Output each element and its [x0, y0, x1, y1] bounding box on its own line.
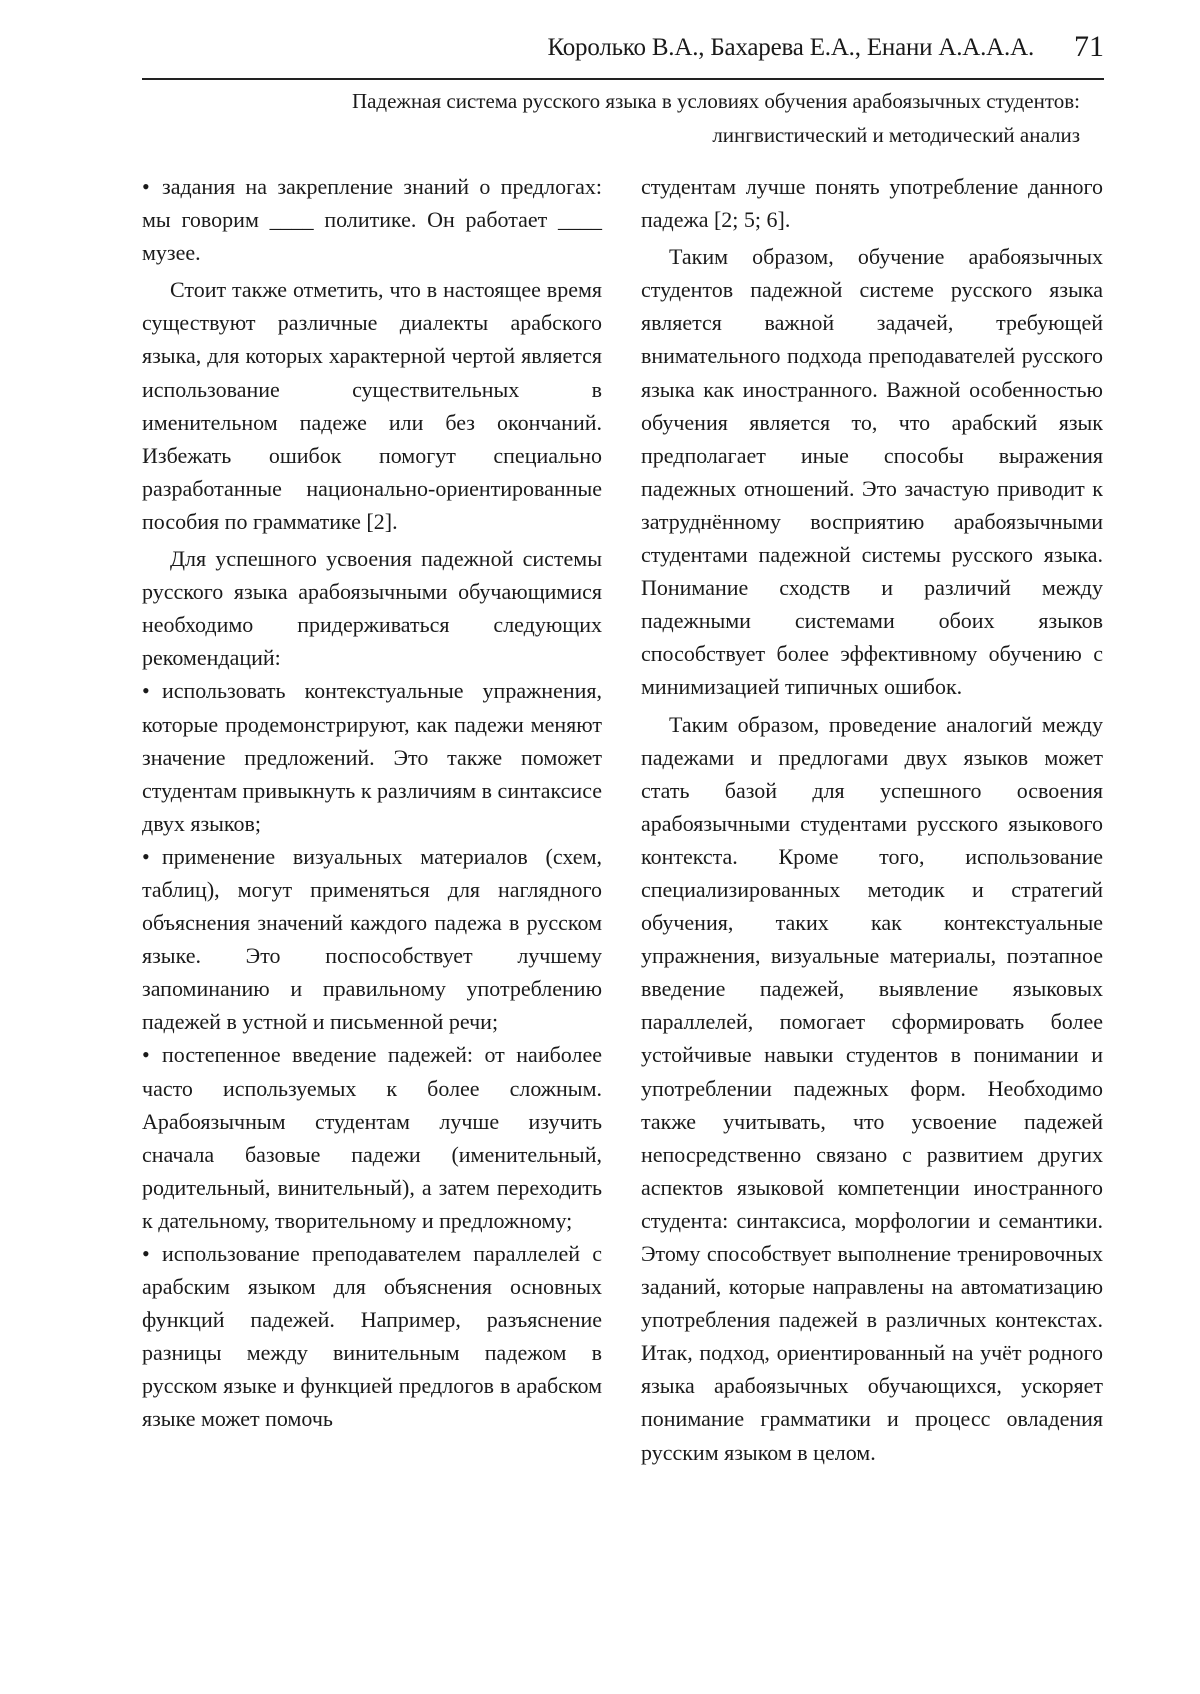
- list-item: • постепенное введение падежей: от наиболее часто используемых к более сложным. Арабоязычным студентам лучше изучить сначала базовые падежи (именительный, родительный, винительный), а затем переходить к дательному, творительному и предложному;: [142, 1038, 602, 1237]
- list-item: • применение визуальных материалов (схем, таблиц), могут применяться для наглядного объяснения значений каждого падежа в русском языке. Это поспособствует лучшему запоминанию и правильному употреблению падежей в устной и письменной речи;: [142, 840, 602, 1039]
- header-authors: Королько В.А., Бахарева Е.А., Енани А.А.А.А.: [547, 34, 1034, 61]
- article-subtitle: [352, 84, 1080, 152]
- bullet-icon: •: [142, 174, 150, 199]
- subtitle-line-2: лингвистический и методический анализ: [712, 123, 1080, 147]
- right-column: [641, 170, 1103, 1469]
- left-column: [142, 170, 602, 1436]
- subtitle-line-1: Падежная система русского языка в условиях обучения арабоязычных студентов:: [351, 89, 1080, 113]
- list-item: • использовать контекстуальные упражнения, которые продемонстрируют, как падежи меняют значение предложений. Это также поможет студентам привыкнуть к различиям в синтаксисе двух языков;: [142, 674, 602, 839]
- bullet-icon: •: [142, 678, 150, 704]
- paragraph-continuation: студентам лучше понять употребление данного падежа [2; 5; 6].: [641, 174, 1103, 233]
- paragraph: Таким образом, обучение арабоязычных студентов падежной системе русского языка является важной задачей, требующей внимательного подхода преподавателей русского языка как иностранного. Важной особенностью обучения является то, что арабский язык предполагает иные способы выражения падежных отношений. Это зачастую приводит к затруднённому восприятию арабоязычными студентами падежной системы русского языка. Понимание сходств и различий между падежными системами обоих языков способствует более эффективному обучению с минимизацией типичных ошибок.: [641, 244, 1103, 700]
- list-item: • задания на закрепление знаний о предлогах: мы говорим ____ политике. Он работает ____ музее.: [142, 170, 602, 269]
- list-item: • использование преподавателем параллелей с арабским языком для объяснения основных функций падежей. Например, разъяснение разницы между винительным падежом в русском языке и функцией предлогов в арабском языке может помочь: [142, 1237, 602, 1436]
- paragraph: Стоит также отметить, что в настоящее время существуют различные диалекты арабского языка, для которых характерной чертой является использование существительных в именительном падеже или без окончаний. Избежать ошибок помогут специально разработанные национально-ориентированные пособия по грамматике [2].: [142, 277, 602, 534]
- paragraph: Для успешного усвоения падежной системы русского языка арабоязычными обучающимися необходимо придерживаться следующих рекомендаций:: [142, 546, 602, 671]
- bullet-icon: •: [142, 1241, 150, 1266]
- page-number: 71: [1074, 30, 1104, 63]
- bullet-icon: •: [142, 843, 150, 869]
- paragraph: Таким образом, проведение аналогий между падежами и предлогами двух языков может стать базой для успешного освоения арабоязычными студентами русского языкового контекста. Кроме того, использование специализированных методик и стратегий обучения, таких как контекстуальные упражнения, визуальные материалы, поэтапное введение падежей, выявление языковых параллелей, помогает сформировать более устойчивые навыки студентов в понимании и употреблении падежных форм. Необходимо также учитывать, что усвоение падежей непосредственно связано с развитием других аспектов языковой компетенции иностранного студента: синтаксиса, морфологии и семантики. Этому способствует выполнение тренировочных заданий, которые направлены на автоматизацию употребления падежей в различных контекстах. Итак, подход, ориентированный на учёт родного языка арабоязычных обучающихся, ускоряет понимание грамматики и процесс овладения русским языком в целом.: [641, 711, 1103, 1465]
- running-header: [142, 26, 1104, 80]
- bullet-icon: •: [142, 1042, 150, 1068]
